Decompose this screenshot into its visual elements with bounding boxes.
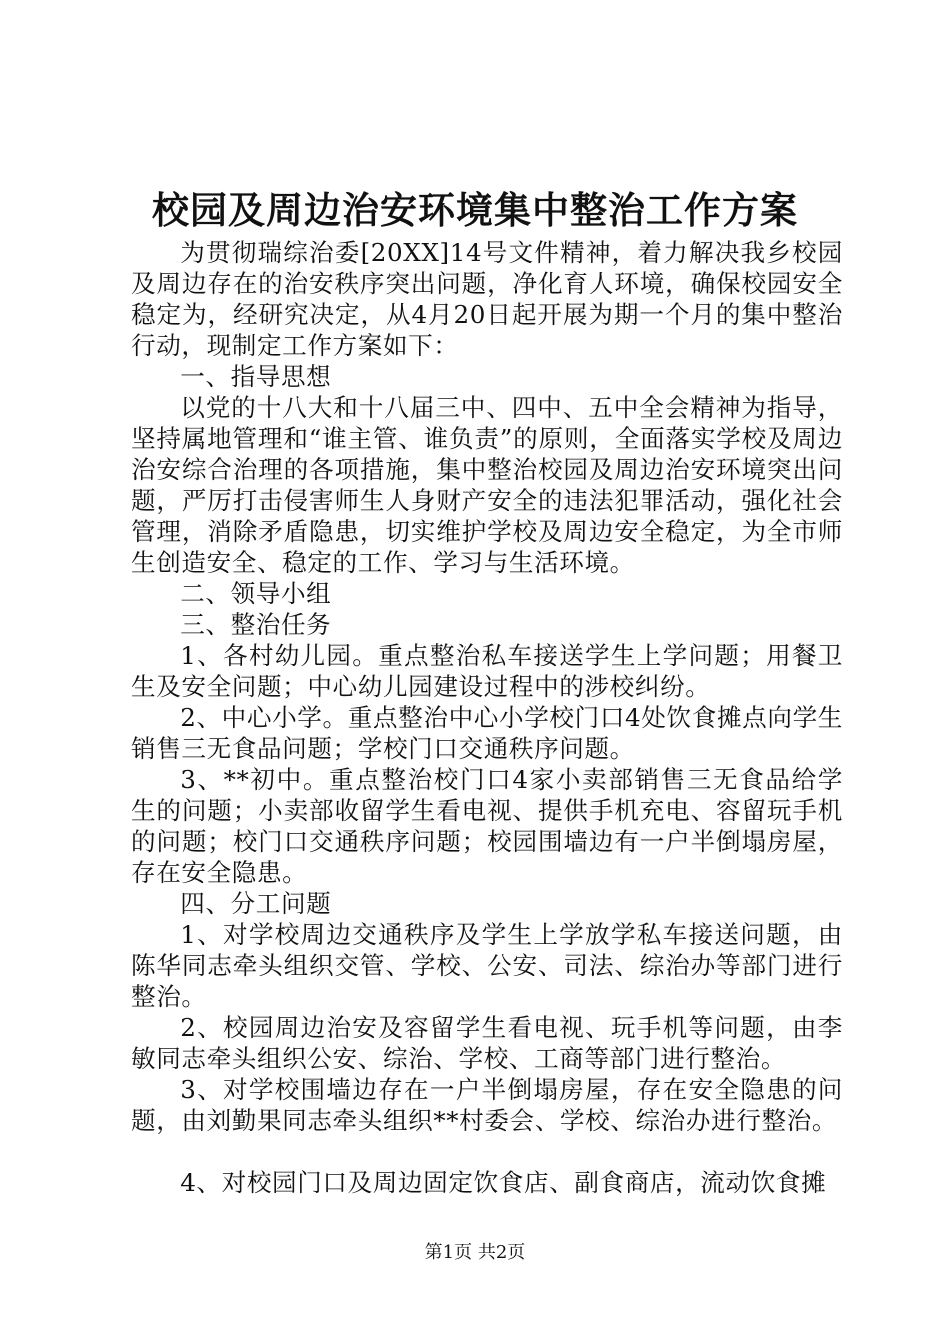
paragraph-division-4: 4、对校园门口及周边固定饮食店、副食商店，流动饮食摊: [180, 1168, 827, 1197]
heading-rectification-tasks: 三、整治任务: [180, 610, 332, 639]
paragraph-task-1: 1、各村幼儿园。重点整治私车接送学生上学问题；用餐卫生及安全问题；中心幼儿园建设过程中的涉校纠纷。: [131, 641, 843, 701]
document-title: 校园及周边治安环境集中整治工作方案: [152, 188, 798, 232]
heading-guiding-principle: 一、指导思想: [180, 362, 332, 391]
heading-division-of-work: 四、分工问题: [180, 889, 332, 918]
paragraph-task-3: 3、**初中。重点整治校门口4家小卖部销售三无食品给学生的问题；小卖部收留学生看电视、提供手机充电、容留玩手机的问题；校门口交通秩序问题；校园围墙边有一户半倒塌房屋，存在安全隐患。: [131, 765, 843, 887]
paragraph-division-1: 1、对学校周边交通秩序及学生上学放学私车接送问题，由陈华同志牵头组织交管、学校、公安、司法、综治办等部门进行整治。: [131, 920, 843, 1011]
paragraph-division-3: 3、对学校围墙边存在一户半倒塌房屋，存在安全隐患的问题，由刘勤果同志牵头组织**村委会、学校、综治办进行整治。: [131, 1075, 843, 1135]
paragraph-intro: 为贯彻瑞综治委[20XX]14号文件精神，着力解决我乡校园及周边存在的治安秩序突出问题，净化育人环境，确保校园安全稳定为，经研究决定，从4月20日起开展为期一个月的集中整治行动，现制定工作方案如下：: [131, 238, 843, 360]
heading-leadership-group: 二、领导小组: [180, 579, 332, 608]
paragraph-task-2: 2、中心小学。重点整治中心小学校门口4处饮食摊点向学生销售三无食品问题；学校门口交通秩序问题。: [131, 703, 843, 763]
document-body: [131, 237, 843, 1198]
page-number-footer: 第1页 共2页: [424, 1242, 526, 1263]
paragraph-guiding-principle: 以党的十八大和十八届三中、四中、五中全会精神为指导，坚持属地管理和“谁主管、谁负责”的原则，全面落实学校及周边治安综合治理的各项措施，集中整治校园及周边治安环境突出问题，严厉打击侵害师生人身财产安全的违法犯罪活动，强化社会管理，消除矛盾隐患，切实维护学校及周边安全稳定，为全市师生创造安全、稳定的工作、学习与生活环境。: [131, 393, 843, 577]
paragraph-division-2: 2、校园周边治安及容留学生看电视、玩手机等问题，由李敏同志牵头组织公安、综治、学校、工商等部门进行整治。: [131, 1013, 843, 1073]
